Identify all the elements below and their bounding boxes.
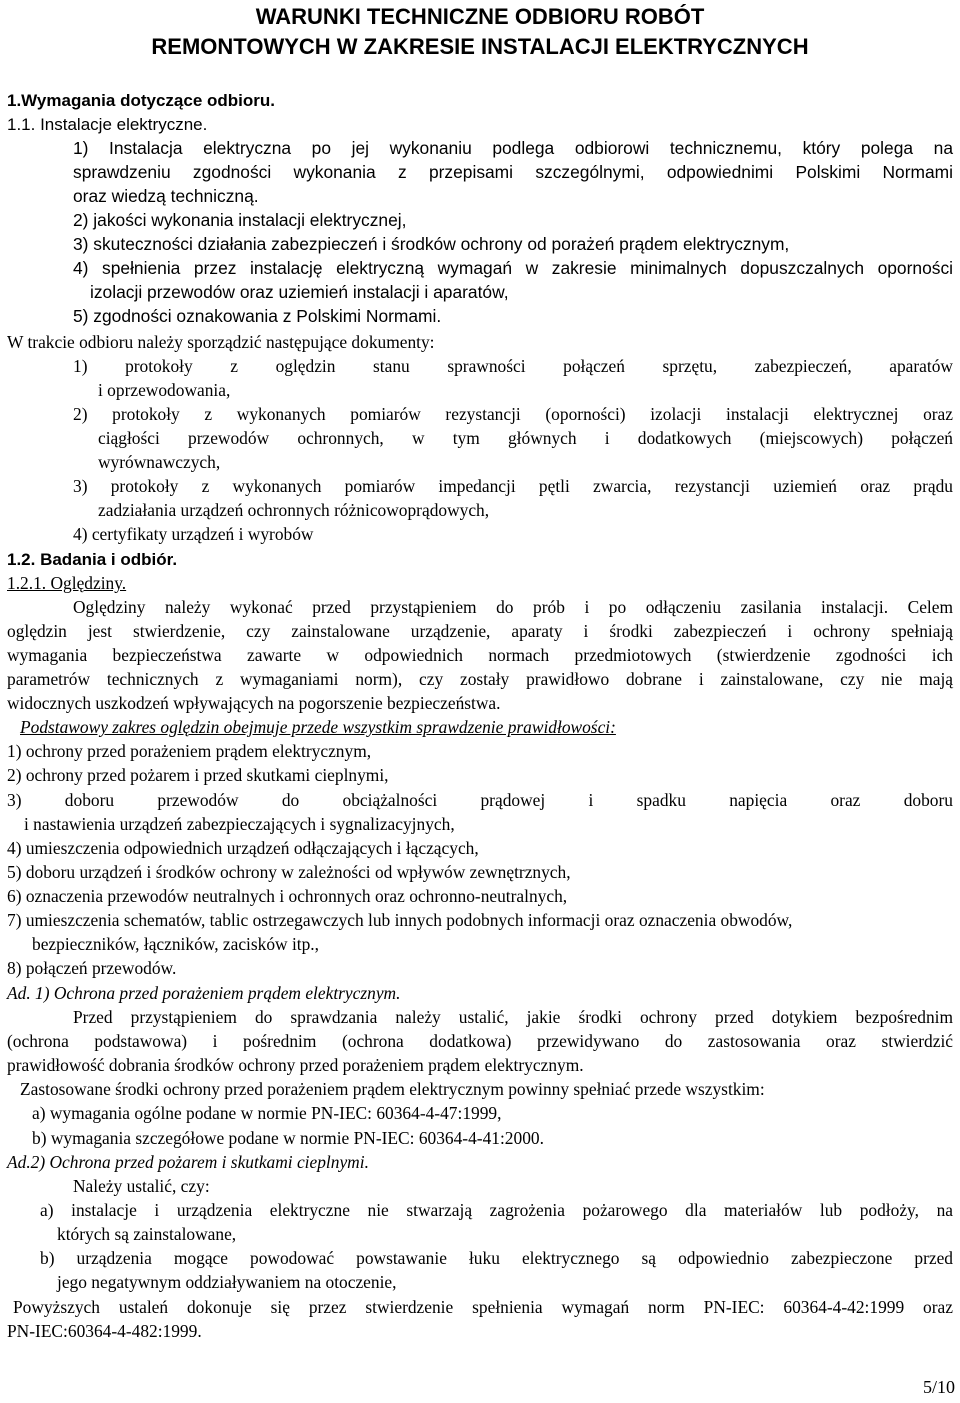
scope-item: 3) doboru przewodów do obciążalności prądowej i spadku napięcia oraz doboru (7, 790, 953, 810)
check-item-continuation: których są zainstalowane, (57, 1224, 237, 1244)
paragraph-line: Przed przystąpieniem do sprawdzania należy ustalić, jakie środki ochrony przed dotykiem bezpośrednim (73, 1007, 953, 1027)
document-item: 1) protokoły z oględzin stanu sprawności połączeń sprzętu, zabezpieczeń, aparatów (73, 356, 953, 376)
paragraph-line: sprawdzeniu zgodności wykonania z przepisami szczególnymi, odpowiednimi Polskimi Normami (73, 162, 953, 182)
paragraph-line: widocznych uszkodzeń wpływających na pogorszenie bezpieczeństwa. (7, 693, 501, 713)
list-item: 3) skuteczności działania zabezpieczeń i środków ochrony od porażeń prądem elektrycznym, (73, 234, 790, 254)
section-heading-1: 1.Wymagania dotyczące odbioru. (7, 91, 275, 110)
scope-item: 4) umieszczenia odpowiednich urządzeń odłączających i łączących, (7, 838, 479, 858)
document-item-continuation: ciągłości przewodów ochronnych, w tym głównych i dodatkowych (miejscowych) połączeń (98, 428, 953, 448)
paragraph-line: 1) Instalacja elektryczna po jej wykonaniu podlega odbiorowi technicznemu, który polega na (73, 138, 953, 158)
section-heading-1-2-1: 1.2.1. Oględziny. (7, 573, 127, 593)
section-heading-1-1: 1.1. Instalacje elektryczne. (7, 115, 208, 134)
scope-item: 8) połączeń przewodów. (7, 958, 177, 978)
scope-item: 2) ochrony przed pożarem i przed skutkami cieplnymi, (7, 765, 389, 785)
paragraph-line: Zastosowane środki ochrony przed porażeniem prądem elektrycznym powinny spełniać przede wszystkim: (20, 1079, 765, 1099)
check-item-continuation: jego negatywnym oddziaływaniem na otoczenie, (57, 1272, 397, 1292)
paragraph-line: wymagania bezpieczeństwa zawarte w odpowiednich normach przedmiotowych (stwierdzenie zgodności ich (7, 645, 953, 665)
title-line-1: WARUNKI TECHNICZNE ODBIORU ROBÓT (255, 4, 705, 29)
paragraph-line: Powyższych ustaleń dokonuje się przez stwierdzenie spełnienia wymagań norm PN-IEC: 60364-4-42:1999 oraz (13, 1297, 953, 1317)
section-heading-1-2: 1.2. Badania i odbiór. (7, 550, 178, 569)
scope-item-continuation: i nastawienia urządzeń zabezpieczających i sygnalizacyjnych, (24, 814, 455, 834)
documents-intro: W trakcie odbioru należy sporządzić następujące dokumenty: (7, 332, 435, 352)
paragraph-line: prawidłowość dobrania środków ochrony przed porażeniem prądem elektrycznym. (7, 1055, 584, 1075)
list-item: 2) jakości wykonania instalacji elektrycznej, (73, 210, 407, 230)
paragraph-line: parametrów technicznych z wymaganiami norm), czy zostały prawidłowo dobrane i zainstalowane, czy nie mają (7, 669, 953, 689)
document-item: 3) protokoły z wykonanych pomiarów impedancji pętli zwarcia, rezystancji uziemień oraz prądu (73, 476, 953, 496)
document-item-continuation: wyrównawczych, (98, 452, 221, 472)
requirement-item: a) wymagania ogólne podane w normie PN-IEC: 60364-4-47:1999, (32, 1103, 502, 1123)
scope-item: 5) doboru urządzeń i środków ochrony w zależności od wpływów zewnętrznych, (7, 862, 571, 882)
list-item: 5) zgodności oznakowania z Polskimi Normami. (73, 306, 442, 326)
paragraph-line: (ochrona podstawowa) i pośrednim (ochrona dodatkowa) przewidywano do zastosowania oraz stwierdzić (7, 1031, 953, 1051)
list-item-continuation: izolacji przewodów oraz uziemień instalacji i aparatów, (90, 282, 509, 302)
paragraph-line: oględzin jest stwierdzenie, czy zainstalowane urządzenie, aparaty i środki zabezpieczeń i ochrony spełniają (7, 621, 953, 641)
paragraph-line: oraz wiedzą techniczną. (73, 186, 259, 206)
paragraph-line: Należy ustalić, czy: (73, 1176, 210, 1196)
page-number: 5/10 (922, 1377, 955, 1397)
ad2-heading: Ad.2) Ochrona przed pożarem i skutkami cieplnymi. (7, 1152, 369, 1172)
requirement-item: b) wymagania szczegółowe podane w normie PN-IEC: 60364-4-41:2000. (32, 1128, 544, 1148)
scope-item: 1) ochrony przed porażeniem prądem elektrycznym, (7, 741, 372, 761)
scope-item-continuation: bezpieczników, łączników, zacisków itp., (32, 934, 319, 954)
document-item: 2) protokoły z wykonanych pomiarów rezystancji (oporności) izolacji instalacji elektrycznej oraz (73, 404, 953, 424)
document-item-continuation: zadziałania urządzeń ochronnych różnicowoprądowych, (98, 500, 490, 520)
title-line-2: REMONTOWYCH W ZAKRESIE INSTALACJI ELEKTRYCZNYCH (151, 34, 809, 59)
list-item: 4) spełnienia przez instalację elektryczną wymagań w zakresie minimalnych dopuszczalnych oporności (73, 258, 953, 278)
paragraph-line: PN-IEC:60364-4-482:1999. (7, 1321, 202, 1341)
check-item: a) instalacje i urządzenia elektryczne nie stwarzają zagrożenia pożarowego dla materiałów lub podłoży, na (40, 1200, 953, 1220)
scope-heading: Podstawowy zakres oględzin obejmuje przede wszystkim sprawdzenie prawidłowości: (20, 717, 616, 737)
document-item: 4) certyfikaty urządzeń i wyrobów (73, 524, 314, 544)
scope-item: 7) umieszczenia schematów, tablic ostrzegawczych lub innych podobnych informacji oraz oznaczenia obwodów, (7, 910, 793, 930)
document-item-continuation: i oprzewodowania, (98, 380, 231, 400)
check-item: b) urządzenia mogące powodować powstawanie łuku elektrycznego są odpowiednio zabezpieczone przed (40, 1248, 953, 1268)
scope-item: 6) oznaczenia przewodów neutralnych i ochronnych oraz ochronno-neutralnych, (7, 886, 568, 906)
paragraph-line: Oględziny należy wykonać przed przystąpieniem do prób i po odłączeniu zasilania instalacji. Celem (73, 597, 953, 617)
ad1-heading: Ad. 1) Ochrona przed porażeniem prądem elektrycznym. (7, 983, 401, 1003)
